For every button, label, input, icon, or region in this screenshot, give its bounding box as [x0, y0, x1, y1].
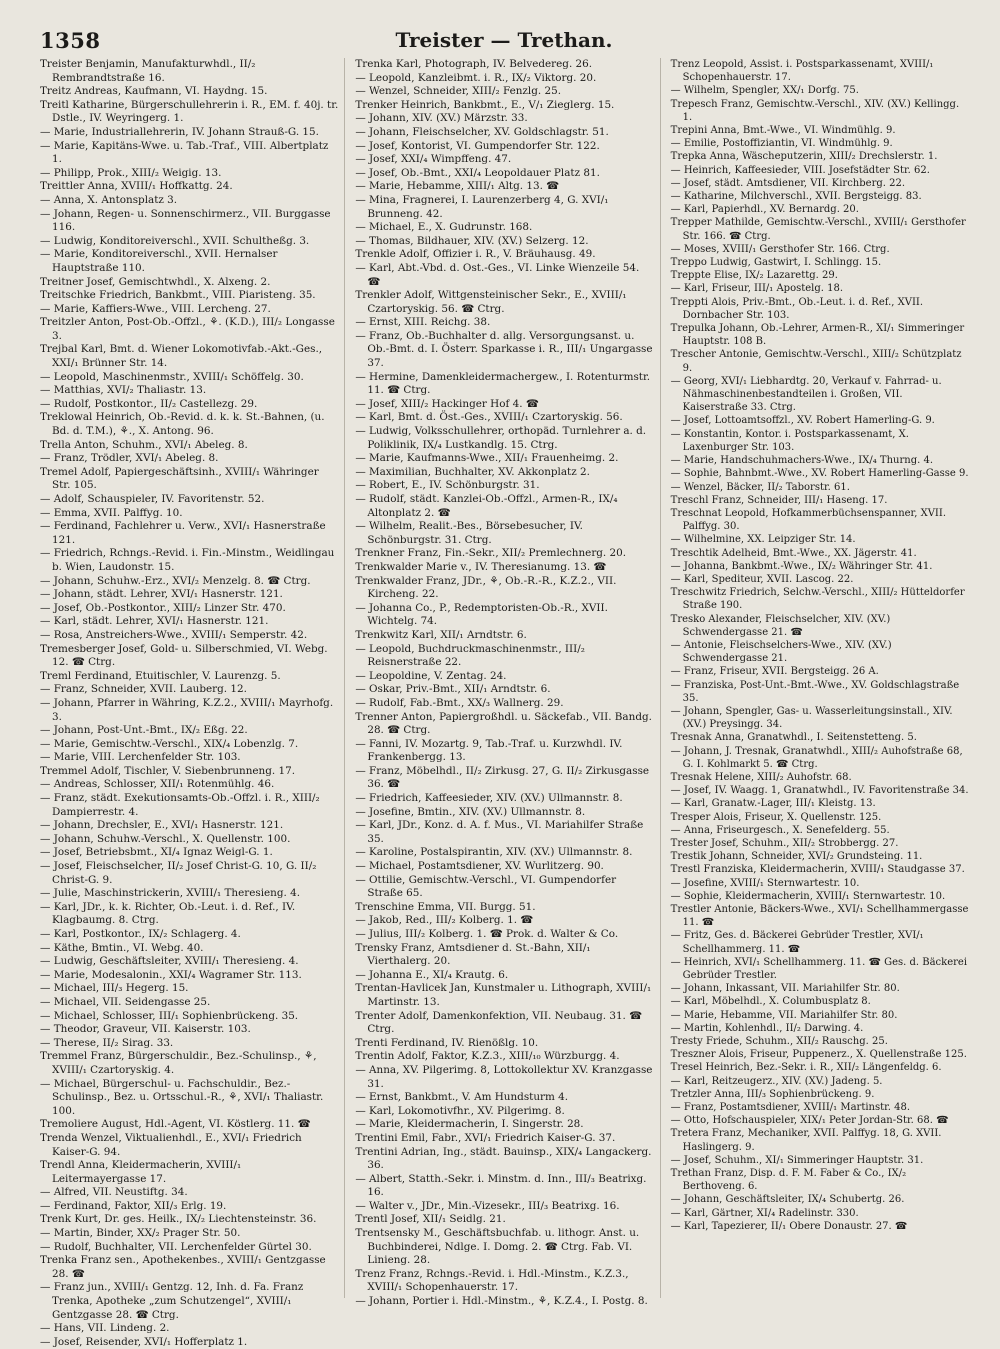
directory-entry: — Jakob, Red., III/₂ Kolberg. 1. ☎ — [355, 914, 534, 927]
directory-entry: — Karl, Bmt. d. Öst.-Ges., XVIII/₁ Czartoryskig. 56. — [355, 411, 623, 424]
directory-entry: — Karl, Abt.-Vbd. d. Ost.-Ges., VI. Linke Wienzeile 54. ☎ — [355, 261, 640, 288]
directory-entry: — Therese, II/₂ Sirag. 33. — [40, 1036, 174, 1049]
directory-entry: — Josef, Lottoamtsoffzl., XV. Robert Hamerling-G. 9. — [670, 415, 935, 427]
directory-entry: Trepka Anna, Wäscheputzerin, XIII/₂ Drechslerstr. 1. — [670, 151, 938, 163]
directory-entry: — Michael, Schlosser, III/₁ Sophienbrückeng. 35. — [40, 1009, 299, 1022]
directory-entry: — Friedrich, Kaffeesieder, XIV. (XV.) Ullmannstr. 8. — [355, 792, 623, 805]
directory-entry: — Rudolf, Buchhalter, VII. Lerchenfelder Gürtel 30. — [40, 1240, 312, 1253]
directory-entry: Tresnak Helene, XIII/₂ Auhofstr. 68. — [670, 771, 852, 783]
directory-entry: — Theodor, Graveur, VII. Kaiserstr. 103. — [40, 1023, 251, 1036]
directory-entry: — Michael, III/₃ Hegerg. 15. — [40, 982, 189, 995]
directory-entry: Trenner Anton, Papiergroßhdl. u. Säckefab., VII. Bandg. 28. ☎ Ctrg. — [355, 710, 652, 737]
directory-entry: Trenkle Adolf, Offizier i. R., V. Bräuhausg. 49. — [355, 248, 596, 261]
running-head: Treister — Trethan. — [395, 28, 613, 52]
directory-entry: — Emilie, Postoffiziantin, VI. Windmühlg. 9. — [670, 138, 893, 150]
directory-entry: Tremmel Adolf, Tischler, V. Siebenbrunneng. 17. — [40, 764, 296, 777]
directory-entry: Trenschine Emma, VII. Burgg. 51. — [355, 900, 536, 913]
directory-entry: — Josef, Betriebsbmt., XI/₄ Ignaz Weigl-G. 1. — [40, 846, 273, 859]
directory-entry: Tresty Friede, Schuhm., XII/₂ Rauschg. 25. — [670, 1036, 888, 1048]
directory-entry: — Marie, Modesalonin., XXI/₄ Wagramer Str. 113. — [40, 968, 302, 981]
directory-entry: Treitschke Friedrich, Bankbmt., VIII. Piaristeng. 35. — [40, 289, 316, 302]
directory-entry: Treschl Franz, Schneider, III/₁ Haseng. 17. — [670, 494, 888, 506]
directory-entry: Trestl Franziska, Kleidermacherin, XVIII/₁ Staudgasse 37. — [670, 864, 965, 876]
directory-entry: — Johann, Drechsler, E., XVI/₁ Hasnerstr. 121. — [40, 819, 284, 832]
directory-entry: — Josef, Schuhm., XI/₁ Simmeringer Hauptstr. 31. — [670, 1154, 924, 1166]
directory-entry: — Anna, X. Antonsplatz 3. — [40, 193, 178, 206]
directory-entry: — Adolf, Schauspieler, IV. Favoritenstr. 52. — [40, 493, 265, 505]
directory-entry: — Josef, XIII/₂ Hackinger Hof 4. ☎ — [355, 397, 539, 410]
directory-entry: — Johann, Schuhw.-Verschl., X. Quellenstr. 100. — [40, 832, 291, 845]
directory-entry: Tremmel Franz, Bürgerschuldir., Bez.-Schulinsp., ⚘, XVIII/₁ Czartoryskig. 4. — [40, 1050, 317, 1076]
directory-entry: — Franz, Ob.-Buchhalter d. allg. Versorgungsanst. u. Ob.-Bmt. d. I. Österr. Sparkasse i. R., III/₁ Ungargasse 37. — [355, 329, 653, 370]
directory-entry: — Karl, Lokomotivfhr., XV. Pilgerimg. 8. — [355, 1104, 565, 1117]
directory-entry: — Josef, IV. Waagg. 1, Granatwhdl., IV. Favoritenstraße 34. — [670, 785, 969, 797]
directory-entry: — Marie, Gemischtw.-Verschl., XIX/₄ Lobenzlg. 7. — [40, 737, 299, 750]
directory-entry: Trenkwalder Franz, JDr., ⚘, Ob.-R.-R., K.Z.2., VII. Kircheng. 22. — [355, 574, 617, 601]
directory-entry: — Marie, Hebamme, VII. Mariahilfer Str. 80. — [670, 1009, 898, 1021]
directory-entry: — Karl, Tapezierer, II/₁ Obere Donaustr. 27. ☎ — [670, 1220, 908, 1232]
directory-entry: — Oskar, Priv.-Bmt., XII/₁ Arndtstr. 6. — [355, 683, 551, 696]
directory-entry: — Ferdinand, Faktor, XII/₃ Erlg. 19. — [40, 1199, 227, 1212]
directory-entry: — Hermine, Damenkleidermachergew., I. Rotenturmstr. 11. ☎ Ctrg. — [355, 370, 651, 397]
directory-entry: Trentin Adolf, Faktor, K.Z.3., XIII/₁₀ Würzburgg. 4. — [355, 1050, 620, 1063]
directory-entry: — Johanna, Bankbmt.-Wwe., IX/₂ Währinger Str. 41. — [670, 560, 933, 572]
directory-entry: — Anna, Friseurgesch., X. Senefelderg. 55. — [670, 824, 890, 836]
directory-entry: — Karl, Friseur, III/₁ Apostelg. 18. — [670, 283, 844, 295]
directory-entry: — Hans, VII. Lindeng. 2. — [40, 1322, 170, 1335]
directory-entry: — Josefine, Bmtin., XIV. (XV.) Ullmannstr. 8. — [355, 805, 586, 818]
directory-entry: — Marie, Konditoreiverschl., XVII. Hernalser Hauptstraße 110. — [40, 248, 278, 274]
directory-entry: — Michael, Bürgerschul- u. Fachschuldir., Bez.-Schulinsp., Bez. u. Ortsschul.-R., ⚘, XVI/₁ Thaliastr. 100. — [40, 1077, 324, 1117]
directory-entry: — Ernst, XIII. Reichg. 38. — [355, 316, 491, 329]
directory-entry: — Josefine, XVIII/₁ Sternwartestr. 10. — [670, 877, 860, 889]
directory-entry: — Johann, Geschäftsleiter, IX/₄ Schubertg. 26. — [670, 1194, 905, 1206]
directory-entry: Trepini Anna, Bmt.-Wwe., VI. Windmühlg. 9. — [670, 125, 896, 137]
directory-entry: — Johann, Pfarrer in Währing, K.Z.2., XVIII/₁ Mayrhofg. 3. — [40, 696, 334, 723]
directory-entry: — Marie, Kaffiers-Wwe., VIII. Lercheng. 27. — [40, 302, 271, 315]
directory-entry: Trenka Franz sen., Apothekenbes., XVIII/₁ Gentzgasse 28. ☎ — [40, 1254, 326, 1280]
directory-entry: Trenda Wenzel, Viktualienhdl., E., XVI/₁ Friedrich Kaiser-G. 94. — [40, 1131, 302, 1158]
directory-entry: — Leopold, Buchdruckmaschinenmstr., III/₂ Reisnerstraße 22. — [355, 642, 585, 669]
directory-entry: Treppte Elise, IX/₂ Lazarettg. 29. — [670, 270, 838, 282]
directory-entry: — Marie, VIII. Lerchenfelder Str. 103. — [40, 751, 241, 764]
directory-entry: — Katharine, Milchverschl., XVII. Bergsteigg. 83. — [670, 191, 922, 203]
directory-entry: — Wilhelm, Spengler, XX/₁ Dorfg. 75. — [670, 85, 859, 97]
directory-entry: — Franziska, Post-Unt.-Bmt.-Wwe., XV. Goldschlagstraße 35. — [670, 679, 960, 704]
directory-entry: Trentini Emil, Fabr., XVI/₁ Friedrich Kaiser-G. 37. — [355, 1131, 616, 1144]
page-number: 1358 — [40, 28, 101, 53]
directory-entry: Tresko Alexander, Fleischselcher, XIV. (XV.) Schwendergasse 21. ☎ — [670, 613, 891, 638]
page-header — [40, 28, 968, 54]
directory-entry: — Karl, städt. Lehrer, XVI/₁ Hasnerstr. 121. — [40, 615, 269, 628]
directory-entry: — Heinrich, XVI/₁ Schellhammerg. 11. ☎ Ges. d. Bäckerei Gebrüder Trestler. — [670, 956, 968, 982]
directory-entry: — Rudolf, Postkontor., II/₂ Castellezg. 29. — [40, 397, 258, 410]
directory-entry: — Josef, städt. Amtsdiener, VII. Kirchberg. 22. — [670, 177, 906, 189]
directory-entry: Tremoliere August, Hdl.-Agent, VI. Köstlerg. 11. ☎ — [40, 1118, 311, 1131]
directory-entry: — Marie, Hebamme, XIII/₁ Altg. 13. ☎ — [355, 180, 560, 193]
directory-entry: — Heinrich, Kaffeesieder, VIII. Josefstädter Str. 62. — [670, 164, 930, 176]
directory-entry: Trepulka Johann, Ob.-Lehrer, Armen-R., XI/₁ Simmeringer Hauptstr. 108 B. — [670, 323, 965, 348]
directory-entry: — Karl, JDr., Konz. d. A. f. Mus., VI. Mariahilfer Straße 35. — [355, 819, 644, 845]
directory-entry: — Käthe, Bmtin., VI. Webg. 40. — [40, 941, 204, 954]
directory-entry: Trestik Johann, Schneider, XVI/₂ Grundsteing. 11. — [670, 851, 923, 863]
directory-entry: — Johanna E., XI/₄ Krautg. 6. — [355, 968, 509, 981]
directory-entry: — Karl, JDr., k. k. Richter, Ob.-Leut. i. d. Ref., IV. Klagbaumg. 8. Ctrg. — [40, 900, 296, 927]
directory-entry: — Maximilian, Buchhalter, XV. Akkonplatz 2. — [355, 465, 590, 478]
directory-entry: — Emma, XVII. Palffyg. 10. — [40, 506, 183, 519]
directory-entry: — Otto, Hofschauspieler, XIX/₁ Peter Jordan-Str. 68. ☎ — [670, 1115, 949, 1127]
directory-entry: — Johann, XIV. (XV.) Märzstr. 33. — [355, 112, 528, 125]
directory-entry: Treml Ferdinand, Etuitischler, V. Laurenzg. 5. — [40, 669, 281, 682]
directory-entry: Trentan-Havlicek Jan, Kunstmaler u. Lithograph, XVIII/₁ Martinstr. 13. — [355, 982, 652, 1008]
column-right — [671, 58, 975, 1298]
directory-entry: — Franz, Postamtsdiener, XVIII/₁ Martinstr. 48. — [670, 1102, 911, 1114]
directory-entry: Trenka Karl, Photograph, IV. Belvedereg. 26. — [355, 58, 593, 70]
directory-entry: — Walter v., JDr., Min.-Vizesekr., III/₃ Beatrixg. 16. — [355, 1199, 620, 1212]
directory-entry: — Johann, städt. Lehrer, XVI/₁ Hasnerstr. 121. — [40, 588, 283, 601]
directory-entry: — Rosa, Anstreichers-Wwe., XVIII/₁ Semperstr. 42. — [40, 628, 308, 641]
directory-entry: Treppti Alois, Priv.-Bmt., Ob.-Leut. i. d. Ref., XVII. Dornbacher Str. 103. — [670, 296, 924, 321]
directory-entry: — Marie, Kaufmanns-Wwe., XII/₁ Frauenheimg. 2. — [355, 452, 619, 465]
directory-entry: — Wenzel, Bäcker, II/₂ Taborstr. 61. — [670, 481, 850, 493]
directory-entry: — Michael, VII. Seidengasse 25. — [40, 995, 211, 1008]
directory-entry: — Marie, Kapitäns-Wwe. u. Tab.-Traf., VIII. Albertplatz 1. — [40, 139, 329, 166]
directory-entry: — Sophie, Bahnbmt.-Wwe., XV. Robert Hamerling-Gasse 9. — [670, 468, 969, 480]
directory-entry: Treszner Alois, Friseur, Puppenerz., X. Quellenstraße 125. — [670, 1049, 967, 1061]
directory-entry: — Josef, Ob.-Bmt., XXI/₄ Leopoldauer Platz 81. — [355, 166, 600, 179]
directory-entry: Trentl Josef, XII/₁ Seidlg. 21. — [355, 1213, 506, 1226]
column-middle — [355, 58, 660, 1308]
directory-entry: — Johann, Spengler, Gas- u. Wasserleitungsinstall., XIV. (XV.) Preysingg. 34. — [670, 705, 953, 731]
directory-entry: Tretzler Anna, III/₃ Sophienbrückeng. 9. — [670, 1088, 875, 1100]
directory-entry: — Julie, Maschinstrickerin, XVIII/₁ Theresieng. 4. — [40, 887, 301, 900]
directory-entry: — Philipp, Prok., XIII/₂ Weigig. 13. — [40, 166, 222, 179]
directory-entry: Trella Anton, Schuhm., XVI/₁ Abeleg. 8. — [40, 438, 248, 451]
directory-entry: — Wilhelmine, XX. Leipziger Str. 14. — [670, 534, 856, 546]
directory-entry: Treppo Ludwig, Gastwirt, I. Schlingg. 15. — [670, 257, 882, 269]
directory-entry: — Josef, Kontorist, VI. Gumpendorfer Str. 122. — [355, 139, 600, 152]
directory-entry: — Johann, Regen- u. Sonnenschirmerz., VII. Burggasse 116. — [40, 207, 331, 234]
directory-entry: Trenter Adolf, Damenkonfektion, VII. Neubaug. 31. ☎ Ctrg. — [355, 1009, 643, 1036]
directory-entry: — Julius, III/₂ Kolberg. 1. ☎ Prok. d. Walter & Co. — [355, 928, 619, 940]
directory-entry: — Josef, XXI/₄ Wimpffeng. 47. — [355, 153, 512, 166]
directory-entry: Treschnat Leopold, Hofkammerbüchsenspanner, XVII. Palffyg. 30. — [670, 507, 947, 533]
directory-entry: — Thomas, Bildhauer, XIV. (XV.) Selzerg. 12. — [355, 234, 589, 247]
directory-entry: Trenz Franz, Rchngs.-Revid. i. Hdl.-Minstm., K.Z.3., XVIII/₁ Schopenhauerstr. 17. — [355, 1267, 629, 1294]
directory-entry: Trendl Anna, Kleidermacherin, XVIII/₁ Leitermayergasse 17. — [40, 1159, 242, 1185]
directory-entry: — Fritz, Ges. d. Bäckerei Gebrüder Trestler, XVI/₁ Schellhammerg. 11. ☎ — [670, 930, 924, 955]
directory-entry: Trensky Franz, Amtsdiener d. St.-Bahn, XII/₁ Vierthalerg. 20. — [355, 941, 591, 968]
directory-entry: — Michael, Postamtsdiener, XV. Wurlitzerg. 90. — [355, 860, 604, 873]
directory-entry: Trejbal Karl, Bmt. d. Wiener Lokomotivfab.-Akt.-Ges., XXI/₁ Brünner Str. 14. — [40, 343, 323, 370]
directory-entry: — Rudolf, städt. Kanzlei-Ob.-Offzl., Armen-R., IX/₄ Altonplatz 2. ☎ — [355, 493, 618, 519]
directory-entry: — Karoline, Postalspirantin, XIV. (XV.) Ullmannstr. 8. — [355, 846, 633, 859]
column-left — [40, 58, 345, 1348]
directory-entry: Treittler Anna, XVIII/₁ Hoffkattg. 24. — [40, 180, 233, 193]
directory-entry: Tresel Heinrich, Bez.-Sekr. i. R., XII/₂ Längenfeldg. 6. — [670, 1062, 942, 1074]
directory-entry: — Karl, Möbelhdl., X. Columbusplatz 8. — [670, 996, 871, 1008]
directory-entry: — Anna, XV. Pilgerimg. 8, Lottokollektur XV. Kranzgasse 31. — [355, 1063, 653, 1090]
directory-entry: — Robert, E., IV. Schönburgstr. 31. — [355, 479, 540, 492]
directory-entry: Trentini Adrian, Ing., städt. Bauinsp., XIX/₄ Langackerg. 36. — [355, 1145, 652, 1172]
directory-entry: Treitzler Anton, Post-Ob.-Offzl., ⚘. (K.D.), III/₂ Longasse 3. — [40, 316, 335, 342]
directory-entry: — Konstantin, Kontor. i. Postsparkassenamt, X. Laxenburger Str. 103. — [670, 428, 909, 453]
directory-entry: Treschwitz Friedrich, Selchw.-Verschl., XIII/₂ Hütteldorfer Straße 190. — [670, 587, 965, 612]
directory-entry: — Franz, Möbelhdl., II/₂ Zirkusg. 27, G. II/₂ Zirkusgasse 36. ☎ — [355, 764, 650, 791]
directory-entry: Treitner Josef, Gemischtwhdl., X. Alxeng. 2. — [40, 275, 271, 288]
directory-entry: — Franz, Schneider, XVII. Lauberg. 12. — [40, 683, 247, 696]
directory-entry: Tremesberger Josef, Gold- u. Silberschmied, VI. Webg. 12. ☎ Ctrg. — [40, 642, 328, 669]
directory-entry: — Marie, Kleidermacherin, I. Singerstr. 28. — [355, 1118, 584, 1131]
directory-entry: — Johann, Post-Unt.-Bmt., IX/₂ Eßg. 22. — [40, 724, 248, 737]
directory-entry: Trester Josef, Schuhm., XII/₂ Strobbergg. 27. — [670, 837, 899, 849]
directory-entry: — Andreas, Schlosser, XII/₁ Rotenmühlg. 46. — [40, 778, 275, 791]
directory-entry: — Ferdinand, Fachlehrer u. Verw., XVI/₁ Hasnerstraße 121. — [40, 520, 326, 546]
directory-entry: — Antonie, Fleischselchers-Wwe., XIV. (XV.) Schwendergasse 21. — [670, 639, 892, 665]
directory-entry: — Ludwig, Volksschullehrer, orthopäd. Turnlehrer a. d. Poliklinik, IX/₄ Lustkandlg. 15. Ctrg. — [355, 425, 647, 451]
directory-entry: — Karl, Spediteur, XVII. Lascog. 22. — [670, 573, 854, 585]
directory-entry: — Johann, Fleischselcher, XV. Goldschlagstr. 51. — [355, 125, 609, 138]
directory-entry: — Johanna Co., P., Redemptoristen-Ob.-R., XVII. Wichtelg. 74. — [355, 601, 608, 628]
directory-entry: — Karl, Postkontor., IX/₂ Schlagerg. 4. — [40, 928, 241, 940]
entry-columns — [40, 58, 975, 1348]
directory-entry: Trenker Heinrich, Bankbmt., E., V/₁ Zieglerg. 15. — [355, 98, 615, 111]
directory-entry: Treister Benjamin, Manufakturwhdl., II/₂ Rembrandtstraße 16. — [40, 58, 256, 84]
directory-entry: — Franz jun., XVIII/₁ Gentzg. 12, Inh. d. Fa. Franz Trenka, Apotheke „zum Schutzengel“, XVIII/₁ Gentzgasse 28. ☎ Ctrg. — [40, 1281, 304, 1321]
directory-entry: — Wenzel, Schneider, XIII/₂ Fenzlg. 25. — [355, 85, 562, 98]
directory-entry: Tresper Alois, Friseur, X. Quellenstr. 125. — [670, 811, 882, 823]
directory-entry: — Franz, Trödler, XVI/₁ Abeleg. 8. — [40, 452, 219, 465]
directory-entry: — Karl, Reitzeugerz., XIV. (XV.) Jadeng. 5. — [670, 1075, 883, 1087]
directory-entry: Treitz Andreas, Kaufmann, VI. Haydng. 15. — [40, 85, 268, 98]
directory-entry: — Josef, Reisender, XVI/₁ Hofferplatz 1. — [40, 1335, 248, 1348]
directory-entry: — Franz, städt. Exekutionsamts-Ob.-Offzl. i. R., XIII/₂ Dampierrestr. 4. — [40, 792, 320, 818]
directory-entry: Trepesch Franz, Gemischtw.-Verschl., XIV. (XV.) Kellingg. 1. — [670, 98, 960, 123]
directory-entry: — Ernst, Bankbmt., V. Am Hundsturm 4. — [355, 1091, 569, 1104]
directory-entry: — Georg, XVI/₁ Liebhardtg. 20, Verkauf v. Fahrrad- u. Nähmaschinenbestandteilen i. Großen, VII. Kaiserstraße 33. Ctrg. — [670, 375, 942, 414]
directory-entry: — Ottilie, Gemischtw.-Verschl., VI. Gumpendorfer Straße 65. — [355, 873, 617, 900]
directory-entry: — Martin, Kohlenhdl., II/₂ Darwing. 4. — [670, 1022, 864, 1034]
directory-entry: — Moses, XVIII/₁ Gersthofer Str. 166. Ctrg. — [670, 243, 890, 255]
directory-entry: — Johann, Portier i. Hdl.-Minstm., ⚘, K.Z.4., I. Postg. 8. — [355, 1295, 648, 1308]
directory-entry: — Fanni, IV. Mozartg. 9, Tab.-Traf. u. Kurzwhdl. IV. Frankenbergg. 13. — [355, 737, 623, 764]
directory-entry: Trenk Kurt, Dr. ges. Heilk., IX/₂ Liechtensteinstr. 36. — [40, 1213, 317, 1226]
directory-entry: — Leopold, Maschinenmstr., XVIII/₁ Schöffelg. 30. — [40, 370, 304, 383]
directory-entry: Tresnak Anna, Granatwhdl., I. Seitenstetteng. 5. — [670, 732, 917, 744]
directory-entry: Trescher Antonie, Gemischtw.-Verschl., XIII/₂ Schützplatz 9. — [670, 349, 962, 374]
directory-entry: Trepper Mathilde, Gemischtw.-Verschl., XVIII/₁ Gersthofer Str. 166. ☎ Ctrg. — [670, 217, 966, 242]
directory-entry: — Martin, Binder, XX/₂ Prager Str. 50. — [40, 1227, 241, 1240]
directory-entry: — Marie, Industriallehrerin, IV. Johann Strauß-G. 15. — [40, 125, 319, 138]
directory-entry: — Johann, J. Tresnak, Granatwhdl., XIII/₂ Auhofstraße 68, G. I. Kohlmarkt 5. ☎ Ctrg. — [670, 745, 963, 770]
directory-entry: Trethan Franz, Disp. d. F. M. Faber & Co., IX/₂ Berthoveng. 6. — [670, 1168, 907, 1193]
directory-entry: — Karl, Gärtner, XI/₄ Radelinstr. 330. — [670, 1207, 859, 1219]
directory-entry: — Franz, Friseur, XVII. Bergsteigg. 26 A. — [670, 666, 879, 678]
directory-entry: — Karl, Granatw.-Lager, III/₁ Kleistg. 13. — [670, 798, 876, 810]
directory-entry: — Friedrich, Rchngs.-Revid. i. Fin.-Minstm., Weidlingau b. Wien, Laudonstr. 15. — [40, 547, 335, 573]
directory-entry: Trentsensky M., Geschäftsbuchfab. u. lithogr. Anst. u. Buchbinderei, Ndlge. I. Domg. 2. ☎ Ctrg. Fab. VI. Linieng. 28. — [355, 1227, 640, 1267]
directory-entry: — Michael, E., X. Gudrunstr. 168. — [355, 221, 533, 234]
directory-entry: Treklowal Heinrich, Ob.-Revid. d. k. k. St.-Bahnen, (u. Bd. d. T.M.), ⚘., X. Antong. 96. — [40, 411, 325, 438]
directory-entry: — Johann, Schuhw.-Erz., XVI/₂ Menzelg. 8. ☎ Ctrg. — [40, 574, 311, 587]
directory-entry: — Mina, Fragnerei, I. Laurenzerberg 4, G. XVI/₁ Brunneng. 42. — [355, 193, 609, 220]
directory-entry: — Ludwig, Geschäftsleiter, XVIII/₁ Theresieng. 4. — [40, 955, 299, 968]
directory-entry: Treschtik Adelheid, Bmt.-Wwe., XX. Jägerstr. 41. — [670, 547, 917, 559]
directory-entry: Trenkner Franz, Fin.-Sekr., XII/₂ Premlechnerg. 20. — [355, 547, 627, 560]
directory-entry: Trenkler Adolf, Wittgensteinischer Sekr., E., XVIII/₁ Czartoryskig. 56. ☎ Ctrg. — [355, 289, 627, 315]
directory-entry: — Leopold, Kanzleibmt. i. R., IX/₂ Viktorg. 20. — [355, 71, 597, 84]
directory-entry: — Matthias, XVI/₂ Thaliastr. 13. — [40, 384, 207, 397]
directory-entry: Trenkwalder Marie v., IV. Theresianumg. 13. ☎ — [355, 560, 607, 573]
directory-entry: Tretera Franz, Mechaniker, XVII. Palffyg. 18, G. XVII. Haslingerg. 9. — [670, 1128, 942, 1153]
directory-entry: — Karl, Papierhdl., XV. Bernardg. 20. — [670, 204, 859, 216]
directory-entry: — Leopoldine, V. Zentag. 24. — [355, 669, 507, 682]
directory-entry: — Josef, Ob.-Postkontor., XIII/₂ Linzer Str. 470. — [40, 601, 286, 614]
directory-entry: — Josef, Fleischselcher, II/₂ Josef Christ-G. 10, G. II/₂ Christ-G. 9. — [40, 860, 317, 886]
directory-entry: — Wilhelm, Realit.-Bes., Börsebesucher, IV. Schönburgstr. 31. Ctrg. — [355, 520, 583, 546]
directory-entry: Treitl Katharine, Bürgerschullehrerin i. R., EM. f. 40j. tr. Dstle., IV. Weyringerg. 1. — [40, 98, 339, 125]
directory-entry: — Alfred, VII. Neustiftg. 34. — [40, 1186, 188, 1199]
directory-entry: Trestler Antonie, Bäckers-Wwe., XVI/₁ Schellhammergasse 11. ☎ — [670, 904, 969, 929]
directory-entry: — Ludwig, Konditoreiverschl., XVII. Schultheßg. 3. — [40, 234, 310, 247]
directory-entry: — Sophie, Kleidermacherin, XVIII/₁ Sternwartestr. 10. — [670, 890, 946, 902]
directory-entry: Tremel Adolf, Papiergeschäftsinh., XVIII/₁ Währinger Str. 105. — [40, 465, 319, 492]
directory-entry: Trenkwitz Karl, XII/₁ Arndtstr. 6. — [355, 628, 527, 641]
directory-entry: — Marie, Handschuhmachers-Wwe., IX/₄ Thurng. 4. — [670, 455, 934, 467]
directory-entry: — Albert, Statth.-Sekr. i. Minstm. d. Inn., III/₃ Beatrixg. 16. — [355, 1172, 647, 1199]
directory-entry: — Rudolf, Fab.-Bmt., XX/₃ Wallnerg. 29. — [355, 696, 564, 709]
directory-entry: Trenz Leopold, Assist. i. Postsparkassenamt, XVIII/₁ Schopenhauerstr. 17. — [670, 59, 934, 84]
directory-entry: Trenti Ferdinand, IV. Rienößlg. 10. — [355, 1036, 539, 1049]
directory-entry: — Johann, Inkassant, VII. Mariahilfer Str. 80. — [670, 983, 900, 995]
